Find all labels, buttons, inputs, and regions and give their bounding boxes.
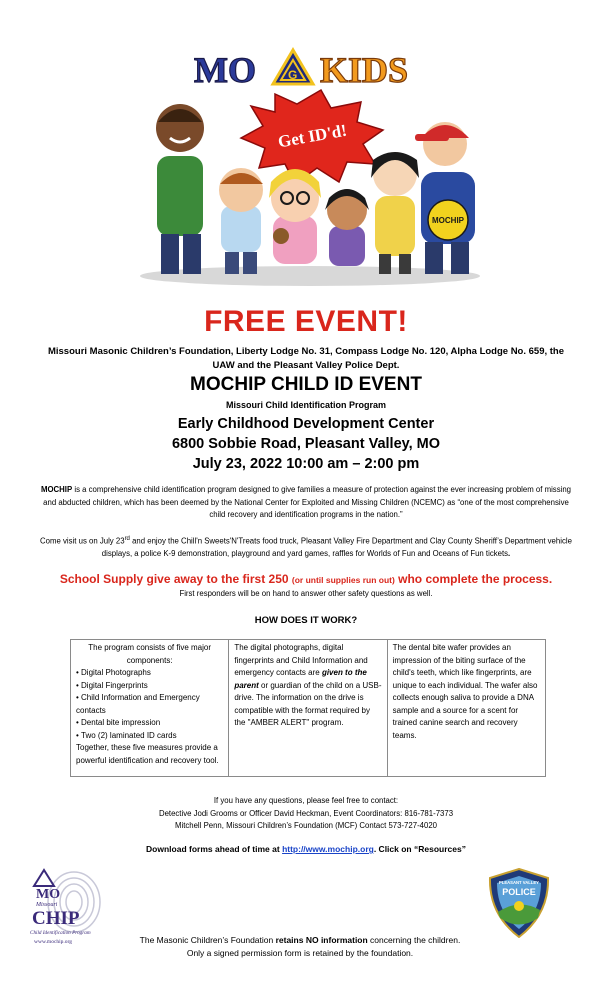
download-suffix: . Click on “Resources” — [373, 844, 466, 854]
event-title: MOCHIP CHILD ID EVENT — [190, 374, 422, 395]
visit-paragraph — [30, 533, 582, 561]
list-item: • Digital Photographs — [76, 667, 223, 680]
usb-drive-cell — [229, 640, 387, 777]
footer-start: The Masonic Children’s Foundation — [139, 935, 276, 945]
sponsors-line: Missouri Masonic Children’s Foundation, Liberty Lodge No. 31, Compass Lodge No. 120, Alpha Lodge No. 659, the UAW and the Pleasant Valley Police Dept. — [47, 346, 565, 371]
usb-text-b: or guardian of the child on a USB-drive. The information on the drive is compatible with the format required by the "AMBER ALERT" program. — [234, 680, 382, 727]
contact-mcf: Mitchell Penn, Missouri Children’s Foundation (MCF) Contact 573-727-4020 — [174, 821, 438, 830]
event-details — [0, 414, 612, 474]
teen-boy-figure — [415, 122, 475, 274]
logo-mo: MO — [36, 887, 61, 902]
contact-block — [0, 795, 612, 833]
kids-illustration — [125, 86, 495, 286]
intro-paragraph — [40, 484, 572, 522]
school-supply-line — [0, 572, 612, 586]
supply-main: School Supply give away to the first 250 — [59, 572, 292, 586]
download-forms-line — [0, 844, 612, 854]
list-item: • Dental bite impression — [76, 717, 223, 730]
footer-line-2: Only a signed permission form is retained by the foundation. — [186, 948, 414, 958]
burst-text: Get ID'd! — [276, 120, 349, 152]
logo-kids-text: KIDS — [320, 50, 409, 90]
components-intro: The program consists of five major components: — [88, 643, 212, 665]
emblem-letter: G — [288, 68, 298, 82]
footer-bold: retains NO information — [275, 935, 368, 945]
badge-top-text: PLEASANT VALLEY — [499, 880, 539, 885]
usb-emphasis: given to the parent — [234, 668, 367, 690]
table-row — [71, 640, 546, 777]
masonic-square-compass-icon — [273, 50, 313, 84]
download-prefix: Download forms ahead of time at — [146, 844, 283, 854]
list-item: • Digital Fingerprints — [76, 680, 223, 693]
boy-figure — [156, 104, 204, 274]
footer-end: concerning the children. — [367, 935, 461, 945]
how-it-works-heading: HOW DOES IT WORK? — [254, 615, 358, 626]
mochip-link[interactable]: http://www.mochip.org — [282, 844, 374, 854]
logo-program: Child Identification Program — [30, 930, 91, 936]
list-item: • Child Information and Emergency contacts — [76, 692, 223, 717]
mochip-logo — [28, 868, 110, 950]
shirt-badge-text: MOCHIP — [432, 216, 464, 225]
responders-line: First responders will be on hand to answer other safety questions as well. — [179, 589, 433, 598]
logo-site: www.mochip.org — [34, 939, 73, 945]
list-item: • Two (2) laminated ID cards — [76, 730, 223, 743]
dental-wafer-cell: The dental bite wafer provides an impression of the biting surface of the child's teeth, which like fingerprints, are unique to each individual. The wafer also collects enough saliva to provide a DNA sample and a source for a scent for trained canine search and recovery teams. — [387, 640, 545, 777]
badge-police-text: POLICE — [502, 887, 536, 897]
contact-intro: If you have any questions, please feel free to contact: — [213, 796, 399, 805]
supply-tail: who complete the process. — [394, 572, 553, 586]
logo-mo-text: MO — [194, 50, 256, 90]
intro-lead: MOCHIP — [40, 485, 73, 494]
mo-kids-logo — [190, 44, 430, 92]
usb-text-a: The digital photographs, digital fingerprints and Child Information and emergency contacts are — [234, 643, 368, 677]
dark-hair-girl-figure — [325, 189, 369, 266]
components-outro: Together, these five measures provide a powerful identification and recovery tool. — [76, 743, 219, 765]
venue-name: Early Childhood Development Center — [177, 416, 435, 432]
event-datetime: July 23, 2022 10:00 am – 2:00 pm — [192, 456, 420, 472]
venue-address: 6800 Sobbie Road, Pleasant Valley, MO — [171, 436, 441, 452]
blonde-girl-figure — [269, 169, 321, 264]
supply-parenthetical: (or until supplies run out) — [291, 575, 395, 585]
small-boy-figure — [219, 168, 263, 274]
girl-figure — [371, 152, 419, 274]
visit-ordinal: rd — [124, 536, 130, 542]
police-badge-icon — [488, 868, 550, 938]
footer-disclaimer — [108, 934, 492, 960]
components-cell — [71, 640, 229, 777]
starburst-icon — [241, 90, 383, 184]
footer-line-1 — [108, 934, 492, 947]
how-it-works-table — [70, 639, 546, 777]
visit-text-b: and enjoy the Chill'n Sweets'N'Treats food truck, Pleasant Valley Fire Department and Clay County Sheriff’s Department vehicle displays, a police K-9 demonstration, playground and yard games, raffles for Worlds of Fun and Oceans of Fun tickets — [101, 536, 572, 559]
intro-body: is a comprehensive child identification program designed to give families a measure of protection against the ever increasing problem of missing and abducted children, which has been deemed by the National Center for Exploited and Missing Children (NCEMC) as “one of the most comprehensive child recovery and identification programs in the nation.” — [43, 485, 572, 519]
event-subtitle: Missouri Child Identification Program — [225, 400, 386, 410]
visit-period: . — [508, 549, 511, 559]
free-event-headline: FREE EVENT! — [204, 305, 408, 338]
logo-missouri: Missouri — [36, 902, 58, 908]
logo-chip: CHIP — [32, 908, 80, 929]
visit-text-a: Come visit us on July 23 — [40, 536, 125, 546]
components-list — [76, 667, 223, 742]
contact-coordinators: Detective Jodi Grooms or Officer David Heckman, Event Coordinators: 816-781-7373 — [158, 808, 454, 818]
masonic-emblem-small-icon — [34, 870, 54, 886]
